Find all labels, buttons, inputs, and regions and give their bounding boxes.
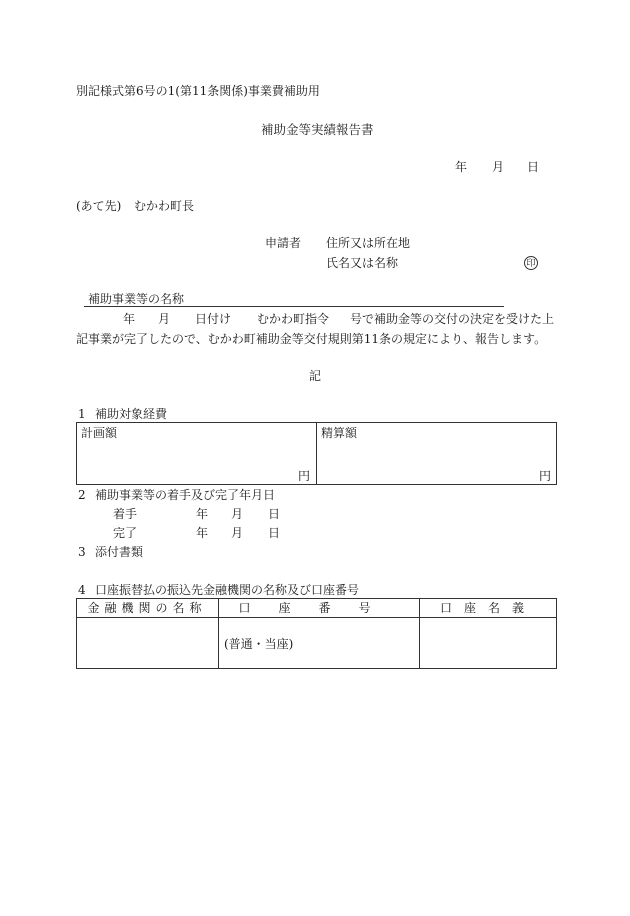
body-issuer: むかわ町指令 <box>257 312 330 326</box>
plan-amount-unit: 円 <box>298 469 311 483</box>
bank-table-header-rule <box>76 617 557 618</box>
start-year: 年 <box>196 507 209 521</box>
section2-number: 2 <box>78 488 86 502</box>
addressee-label: (あて先) <box>76 199 122 213</box>
applicant-label: 申請者 <box>265 236 302 250</box>
section4-title: 口座振替払の振込先金融機関の名称及び口座番号 <box>95 583 360 597</box>
body-text-line1: 号で補助金等の交付の決定を受けた上 <box>350 312 555 326</box>
bank-name-header: 金融機関の名称 <box>87 601 207 615</box>
end-month: 月 <box>231 526 244 540</box>
account-type: (普通・当座) <box>224 637 294 651</box>
end-label: 完了 <box>113 526 138 540</box>
section1-title: 補助対象経費 <box>95 407 168 421</box>
section3-title: 添付書類 <box>95 545 144 559</box>
end-year: 年 <box>196 526 209 540</box>
actual-amount-unit: 円 <box>539 469 552 483</box>
start-month: 月 <box>231 507 244 521</box>
project-name-label: 補助事業等の名称 <box>88 292 185 306</box>
start-label: 着手 <box>113 507 138 521</box>
ki-heading: 記 <box>309 369 322 383</box>
applicant-name-label: 氏名又は名称 <box>326 256 399 270</box>
section3-number: 3 <box>78 545 86 559</box>
form-id: 別記様式第6号の1(第11条関係)事業費補助用 <box>76 84 320 98</box>
body-month: 月 <box>158 312 171 326</box>
expense-divider <box>316 422 317 485</box>
start-day: 日 <box>268 507 281 521</box>
applicant-address-label: 住所又は所在地 <box>326 236 411 250</box>
seal-icon: 印 <box>524 256 538 270</box>
addressee-name: むかわ町長 <box>134 199 195 213</box>
date-year: 年 <box>455 160 468 174</box>
date-month: 月 <box>492 160 505 174</box>
account-holder-header: 口座名義 <box>439 601 536 615</box>
section1-number: 1 <box>78 407 86 421</box>
body-year: 年 <box>123 312 136 326</box>
section2-title: 補助事業等の着手及び完了年月日 <box>95 488 276 502</box>
account-number-header: 口座番号 <box>238 601 399 615</box>
project-name-underline <box>84 306 504 307</box>
actual-amount-label: 精算額 <box>321 426 358 440</box>
body-day-dated: 日付け <box>195 312 232 326</box>
page-title: 補助金等実績報告書 <box>261 122 374 137</box>
plan-amount-label: 計画額 <box>81 426 118 440</box>
date-day: 日 <box>527 160 540 174</box>
end-day: 日 <box>268 526 281 540</box>
body-text-line2: 記事業が完了したので、むかわ町補助金等交付規則第11条の規定により、報告します。 <box>76 332 547 346</box>
section4-number: 4 <box>78 583 86 597</box>
